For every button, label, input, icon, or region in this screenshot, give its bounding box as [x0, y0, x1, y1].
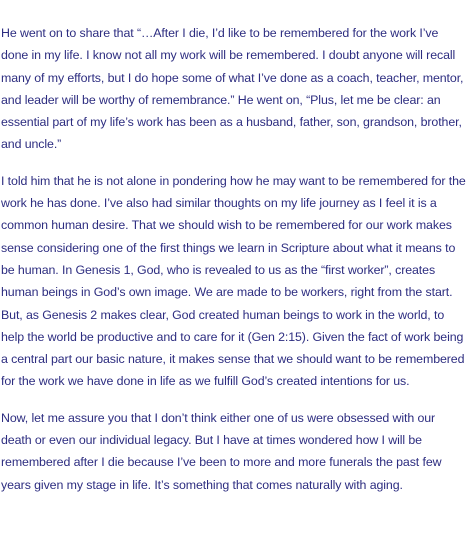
paragraph: Now, let me assure you that I don’t think either one of us were obsessed with our death or even our individual legacy. But I have at times wondered how I will be remembered after I die because I’ve been to more and more funerals the past few years given my stage in life. It’s something that comes naturally with aging. [1, 410, 442, 492]
paragraph: He went on to share that “…After I die, I’d like to be remembered for the work I’ve done in my life. I know not all my work will be remembered. I doubt anyone will recall many of my efforts, but I do hope some of what I’ve done as a coach, teacher, mentor, and leader will be worthy of remembrance.” He went on, “Plus, let me be clear: an essential part of my life’s work has been as a husband, father, son, grandson, brother, and uncle.” [1, 26, 464, 152]
document-body [1, 22, 467, 510]
paragraph: I told him that he is not alone in pondering how he may want to be remembered for the work he has done. I’ve also had similar thoughts on my life journey as I feel it is a common human desire. That we should wish to be remembered for our work makes sense considering one of the first things we learn in Scripture about what it means to be human. In Genesis 1, God, who is revealed to us as the “first worker”, creates human beings in God’s own image. We are made to be workers, right from the start. But, as Genesis 2 makes clear, God created human beings to work in the world, to help the world be productive and to care for it (Gen 2:15). Given the fact of work being a central part our basic nature, it makes sense that we should want to be remembered for the work we have done in life as we fulfill God’s created intentions for us. [1, 173, 466, 389]
